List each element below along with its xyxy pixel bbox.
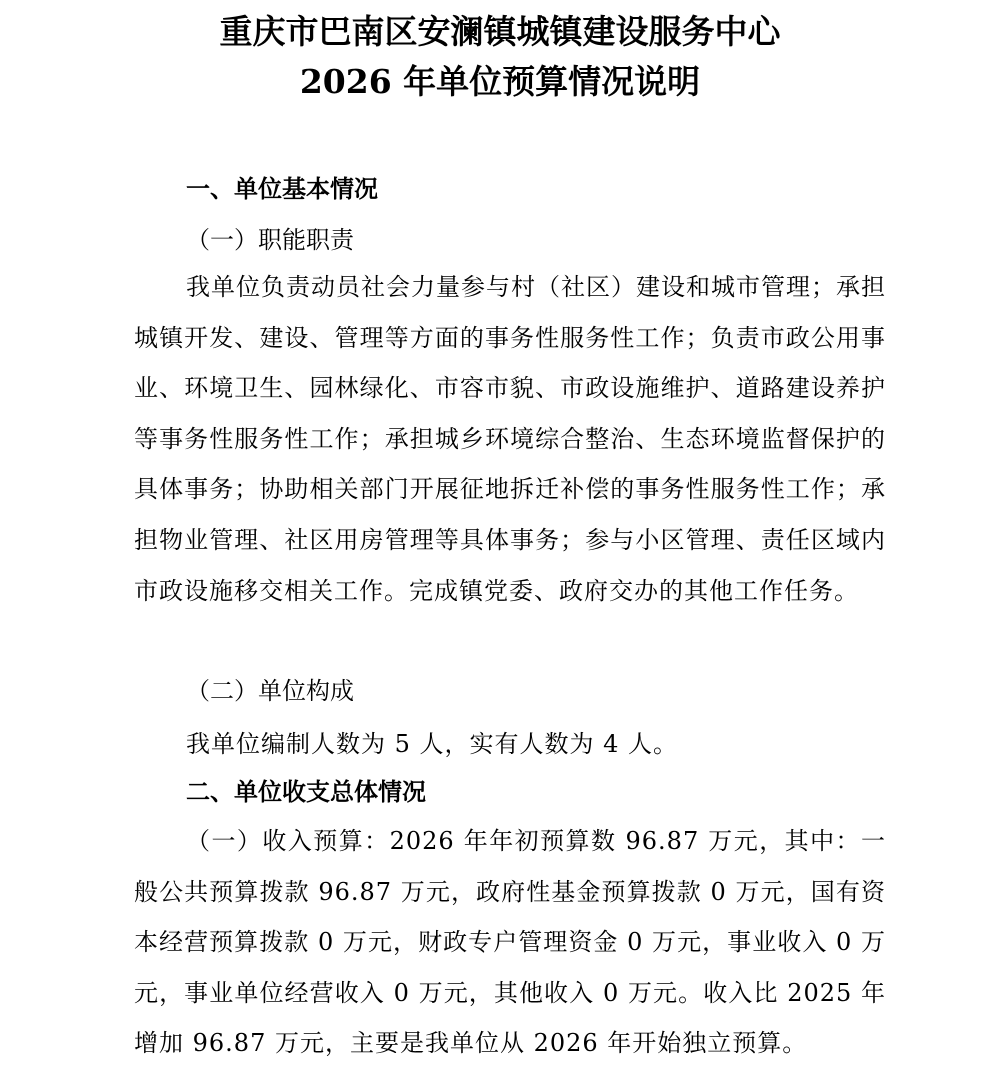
section2-heading: 二、单位收支总体情况 — [186, 778, 426, 806]
section1-heading: 一、单位基本情况 — [186, 175, 378, 203]
section1-sub1-paragraph: 我单位负责动员社会力量参与村（社区）建设和城市管理；承担城镇开发、建设、管理等方面的事务性服务性工作；负责市政公用事业、环境卫生、园林绿化、市容市貌、市政设施维护、道路建设养护等事务性服务性工作；承担城乡环境综合整治、生态环境监督保护的具体事务；协助相关部门开展征地拆迁补偿的事务性服务性工作；承担物业管理、社区用房管理等具体事务；参与小区管理、责任区域内市政设施移交相关工作。完成镇党委、政府交办的其他工作任务。 — [134, 273, 886, 605]
section1-sub1-heading: （一）职能职责 — [186, 226, 354, 254]
section2-sub1-paragraph: （一）收入预算：2026 年年初预算数 96.87 万元，其中：一般公共预算拨款 96.87 万元，政府性基金预算拨款 0 万元，国有资本经营预算拨款 0 万元，财政专户管理资金 0 万元，事业收入 0 万元，事业单位经营收入 0 万元，其他收入 0 万元。收入比 2025 年增加 96.87 万元，主要是我单位从 2026 年开始独立预算。 — [134, 827, 886, 1058]
section1-sub2-paragraph: 我单位编制人数为 5 人，实有人数为 4 人。 — [186, 730, 679, 758]
document-title-line2: 2026 年单位预算情况说明 — [299, 62, 701, 101]
section1-sub2-heading: （二）单位构成 — [186, 677, 354, 705]
document-title-line1: 重庆市巴南区安澜镇城镇建设服务中心 — [219, 12, 781, 51]
